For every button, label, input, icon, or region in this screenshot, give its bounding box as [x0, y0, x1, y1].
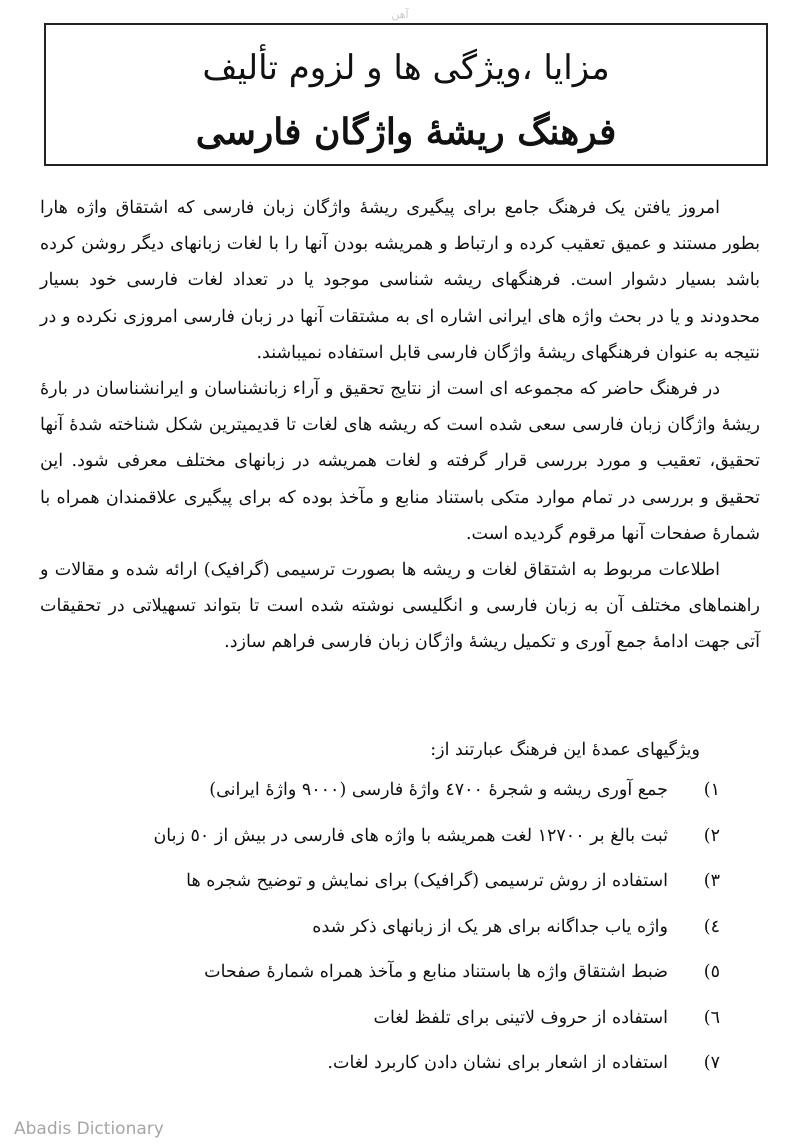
- body-text: [40, 190, 760, 661]
- list-item-number: ٥): [703, 962, 720, 982]
- list-item: [40, 863, 720, 909]
- title-line-2: فرهنگ ریشهٔ واژگان فارسی: [195, 111, 617, 153]
- bottom-watermark: Abadis Dictionary: [14, 1119, 164, 1139]
- list-item: [40, 1000, 720, 1046]
- list-item-number: ٧): [703, 1053, 720, 1073]
- title-line-1: مزایا ،ویژگی ها و لزوم تألیف: [202, 48, 610, 88]
- list-item-text: استفاده از روش ترسیمی (گرافیک) برای نمایش و توضیح شجره ها: [186, 871, 668, 891]
- list-item-text: ثبت بالغ بر ١٢٧٠٠ لغت همریشه با واژه های فارسی در بیش از ٥٠ زبان: [153, 825, 668, 846]
- list-item-text: استفاده از حروف لاتینی برای تلفظ لغات: [373, 1007, 668, 1028]
- list-item: [40, 772, 720, 818]
- list-item-number: ۳): [703, 871, 720, 891]
- list-item-number: ۱): [703, 780, 720, 800]
- list-item: [40, 818, 720, 864]
- paragraph-2: در فرهنگ حاضر که مجموعه ای است از نتایج تحقیق و آراء زبانشناسان و ایرانشناسان در بارهٔ ریشهٔ واژگان زبان فارسی سعی شده است که ریشه های لغات تا قدیمیترین شکل شناخته شدهٔ آنها تحقیق، تعقیب و مورد بررسی قرار گرفته و لغات همریشه در زبانهای مختلف معرفی شود. این تحقیق و بررسی در تمام موارد متکی باستناد منابع و مآخذ بوده که برای پیگیری علاقمندان همراه با شمارهٔ صفحات آنها مرقوم گردیده است.: [40, 379, 760, 544]
- list-item-text: ضبط اشتقاق واژه ها باستناد منابع و مآخذ همراه شمارهٔ صفحات: [204, 962, 668, 982]
- list-item: [40, 909, 720, 955]
- list-item-number: ۲): [703, 825, 720, 846]
- paragraph-3: اطلاعات مربوط به اشتقاق لغات و ریشه ها بصورت ترسیمی (گرافیک) ارائه شده و مقالات و راهنماهای مختلف آن به زبان فارسی و انگلیسی نوشته شده است تا بتواند تسهیلاتی در تحقیقات آتی جهت ادامهٔ جمع آوری و تکمیل ریشهٔ واژگان زبان فارسی فراهم سازد.: [40, 560, 760, 653]
- list-item-text: واژه یاب جداگانه برای هر یک از زبانهای ذکر شده: [312, 916, 668, 937]
- feature-list: [40, 772, 720, 1091]
- list-item-text: جمع آوری ریشه و شجرهٔ ٤٧٠٠ واژهٔ فارسی (٩٠٠٠ واژهٔ ایرانی): [209, 780, 668, 800]
- list-item-number: ٦): [703, 1007, 720, 1028]
- paragraph-1: امروز یافتن یک فرهنگ جامع برای پیگیری ریشهٔ واژگان زبان فارسی که اشتقاق واژه هارا بطور مستند و عمیق تعقیب کرده و ارتباط و همریشه بودن آنها را با لغات زبانهای دیگر روشن کرده باشد بسیار دشوار است. فرهنگهای ریشه شناسی موجود یا در تعداد لغات فارسی خود بسیار محدودند و یا در بحث واژه های ایرانی اشاره ای به مشتقات آنها در زبان فارسی امروزی نکرده و در نتیجه به عنوان فرهنگهای ریشهٔ واژگان فارسی قابل استفاده نمیباشند.: [40, 198, 760, 363]
- list-item-number: ٤): [703, 916, 720, 937]
- features-intro: ویژگیهای عمدهٔ این فرهنگ عبارتند از:: [430, 740, 700, 760]
- list-item: [40, 1045, 720, 1091]
- list-item: [40, 954, 720, 1000]
- list-item-text: استفاده از اشعار برای نشان دادن کاربرد لغات.: [327, 1053, 668, 1073]
- top-watermark: آهن: [391, 8, 409, 21]
- title-box: [44, 23, 768, 166]
